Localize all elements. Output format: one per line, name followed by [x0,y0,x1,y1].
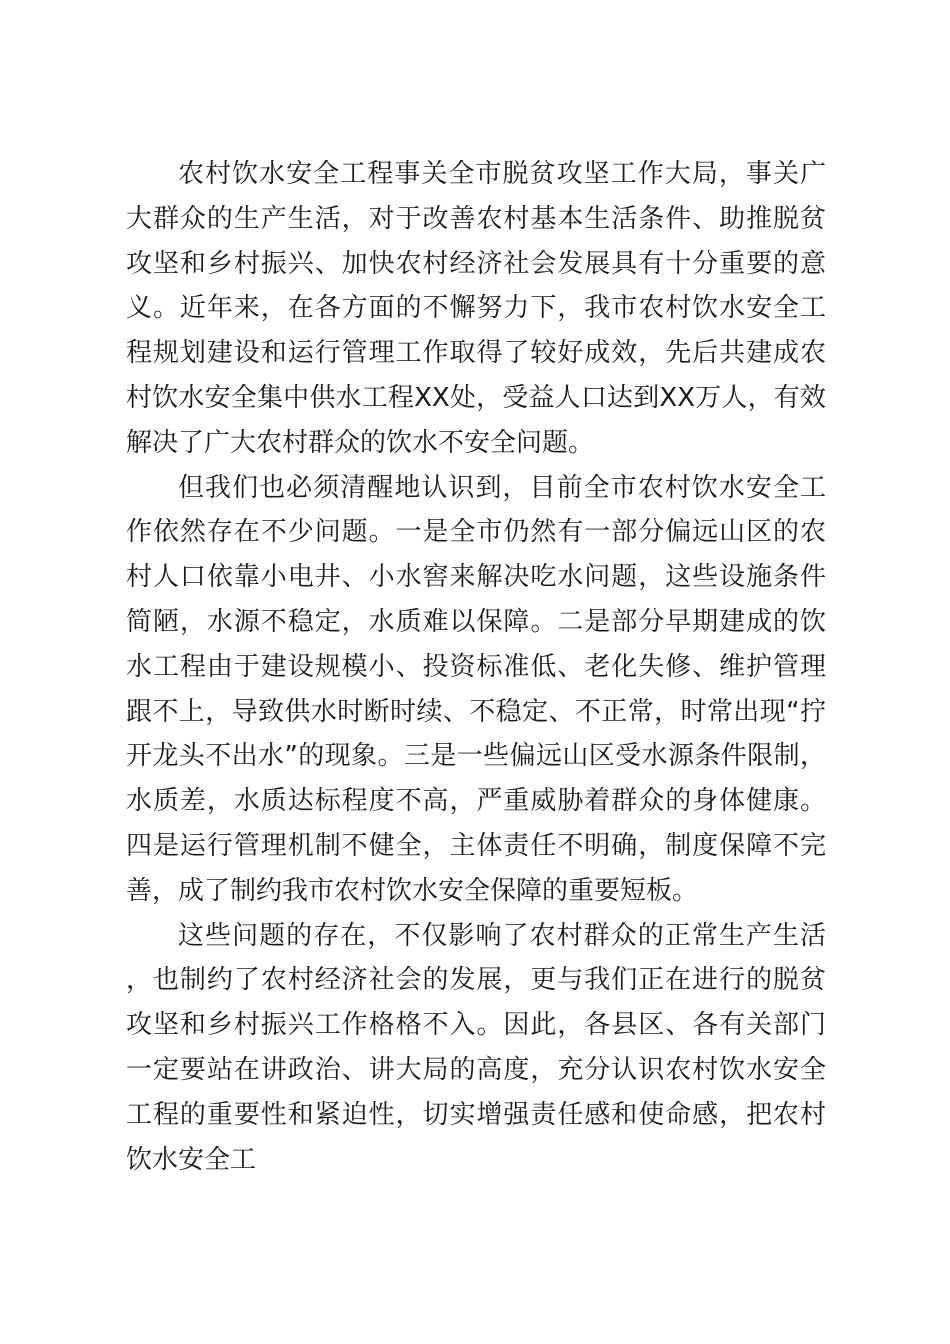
paragraph-2: 但我们也必须清醒地认识到，目前全市农村饮水安全工作依然存在不少问题。一是全市仍然有一部分偏远山区的农村人口依靠小电井、小水窖来解决吃水问题，这些设施条件简陋，水源不稳定，水质难以保障。二是部分早期建成的饮水工程由于建设规模小、投资标准低、老化失修、维护管理跟不上，导致供水时断时续、不稳定、不正常，时常出现“拧开龙头不出水”的现象。三是一些偏远山区受水源条件限制，水质差，水质达标程度不高，严重威胁着群众的身体健康。四是运行管理机制不健全，主体责任不明确，制度保障不完善，成了制约我市农村饮水安全保障的重要短板。 [126,472,826,906]
paragraph-1: 农村饮水安全工程事关全市脱贫攻坚工作大局，事关广大群众的生产生活，对于改善农村基本生活条件、助推脱贫攻坚和乡村振兴、加快农村经济社会发展具有十分重要的意义。近年来，在各方面的不懈努力下，我市农村饮水安全工程规划建设和运行管理工作取得了较好成效，先后共建成农村饮水安全集中供水工程XX处，受益人口达到XX万人，有效解决了广大农村群众的饮水不安全问题。 [126,159,826,458]
document-body [126,152,826,1182]
paragraph-3: 这些问题的存在，不仅影响了农村群众的正常生产生活，也制约了农村经济社会的发展，更与我们正在进行的脱贫攻坚和乡村振兴工作格格不入。因此，各县区、各有关部门一定要站在讲政治、讲大局的高度，充分认识农村饮水安全工程的重要性和紧迫性，切实增强责任感和使命感，把农村饮水安全工 [126,920,826,1175]
